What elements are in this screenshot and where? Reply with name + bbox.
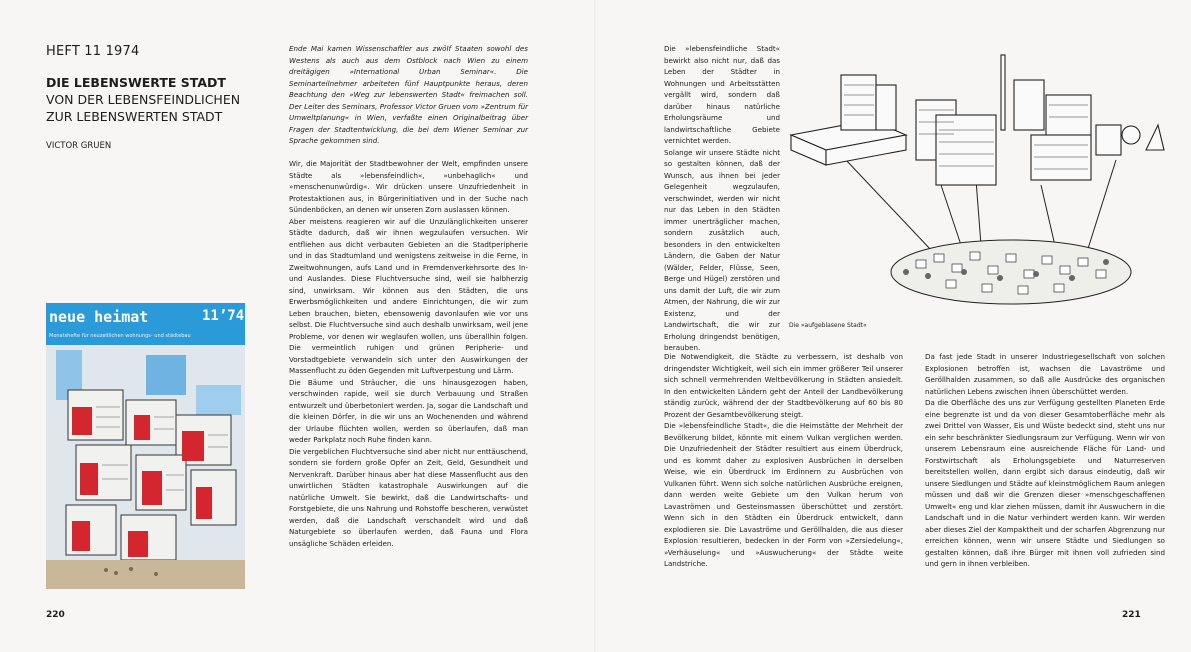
text-column-2 xyxy=(664,43,780,354)
title-line-1: DIE LEBENSWERTE STADT xyxy=(46,75,226,90)
paragraph: Die Notwendigkeit, die Städte zu verbessern, ist deshalb von dringendster Wichtigkeit, weil sich ein immer größerer Teil unserer sich schnell vermehrenden Weltbevölkerung in Städten ansiedelt. In den entwickelten Ländern geht der Anteil der Landbevölkerung ständig zurück, während der der Stadtbevölkerung auf 60 bis 80 Prozent der Gesamtbevölkerung steigt. xyxy=(664,352,903,419)
modular-housing-photo-icon xyxy=(46,345,245,589)
inflated-city-drawing-icon xyxy=(786,40,1166,320)
author-name: VICTOR GRUEN xyxy=(46,141,112,151)
intro-paragraph: Ende Mai kamen Wissenschaftler aus zwölf Staaten sowohl des Westens als auch aus dem Ostblock nach Wien zu einem dreitägigen »International Urban Seminar«. Die Seminarteilnehmer arbeiteten fünf Hauptpunkte heraus, deren Beachtung den »Weg zur lebenswerten Stadt« freimachen soll. Der Leiter des Seminars, Professor Victor Gruen vom »Zentrum für Umweltplanung« in Wien, verfaßte einen Originalbeitrag über Fragen der Stadtentwicklung, die bei dem Wiener Seminar zur Sprache gekommen sind. xyxy=(289,44,528,145)
paragraph: Solange wir unsere Städte nicht so gestalten können, daß der Wunsch, aus ihnen bei jeder Gelegenheit wegzulaufen, verschwindet, werden wir nicht nur das Leben in den Städten immer unerträglicher machen, sondern zusätzlich auch, besonders in den entwickelten Ländern, die Gaben der Natur (Wälder, Felder, Flüsse, Seen, Berge und Hügel) zerstören und uns damit der Luft, die wir zum Atmen, der Nahrung, die wir zur Existenz, und der Landwirtschaft, die wir zur Erholung dringendst benötigen, berauben. xyxy=(664,147,780,352)
paragraph: Die vergeblichen Fluchtversuche sind aber nicht nur enttäuschend, sondern sie fordern große Opfer an Zeit, Geld, Gesundheit und Nervenkraft. Darüber hinaus aber hat diese Massenflucht aus den unwirtlichen Städten katastrophale Auswirkungen auf die natürliche Umwelt. Sie bewirkt, daß die Landwirtschafts- und Forstgebiete, die uns Nahrung und Rohstoffe bescheren, verwüstet werden, daß die Landschaft verschandelt wird und daß Naturgebiete so überlaufen werden, daß Fauna und Flora unsägliche Schäden erleiden. xyxy=(289,446,528,548)
cover-title: neue heimat xyxy=(49,308,149,326)
paragraph: Die Bäume und Sträucher, die uns hinausgezogen haben, verschwinden rapide, weil sie durch Verbauung und Straßen entwurzelt und überbetoniert werden. Ja, sogar die Landschaft und die kleinen Dörfer, in die wir uns an Wochenenden und während der Urlaube flüchten wollen, werden so überlaufen, daß man weder Parkplatz noch Ruhe finden kann. xyxy=(289,377,528,444)
text-column-4 xyxy=(925,351,1165,570)
illustration-caption: Die »aufgeblasene Stadt« xyxy=(789,322,867,329)
paragraph: Wir, die Majorität der Stadtbewohner der Welt, empfinden unsere Städte als »lebensfeindlich«, »unbehaglich« und »menschenunwürdig«. Wir drücken unsere Unzufriedenheit in Protestaktionen aus, in Bürgerinitiativen und in der Suche nach Sündenböcken, an denen wir unseren Zorn auslassen können. xyxy=(289,159,528,214)
paragraph: Da die Oberfläche des uns zur Verfügung gestellten Planeten Erde eine begrenzte ist und da von dieser Gesamtoberfläche mehr als zwei Drittel von Wasser, Eis und Wüste bedeckt sind, steht uns nur ein sehr beschränkter Siedlungsraum zur Verfügung. Wenn wir von unserem Lebensraum eine ausreichende Fläche für Land- und Forstwirtschaft als Erholungsgebiete und Naturreserven bereitstellen wollen, dann ergibt sich daraus eindeutig, daß wir unsere Siedlungen und Städte auf kleinstmöglichem Raum anlegen müssen und daß wir die Grenzen dieser »menschgeschaffenen Umwelt« eng und klar ziehen müssen, damit ihr Auswuchern in die Landschaft und in die Natur verhindert werden kann. Wir werden aber dieses Ziel der Kompaktheit und der scharfen Abgrenzung nur erreichen können, wenn wir unsere Städte und Siedlungen so gestalten können, daß ihre Bürger mit ihnen voll zufrieden sind und gern in ihnen verbleiben. xyxy=(925,398,1165,568)
page-number-right: 221 xyxy=(1122,610,1141,620)
page-gutter xyxy=(594,0,596,652)
paragraph: Die »lebensfeindliche Stadt«, die die Heimstätte der Mehrheit der Bevölkerung bildet, könnte mit einem Vulkan verglichen werden. Die Unzufriedenheit der Städter resultiert aus einem Überdruck, und es kommt daher zu explosiven Ausbrüchen in derselben Weise, wie ein Überdruck im Erdinnern zu Ausbrüchen von Vulkanen führt. Wenn sich solche natürlichen Ausbrüche ereignen, dann werden weite Gebiete um den Vulkan herum von Lavaströmen und Gesteinsmassen überschüttet und zerstört. Wenn sich in den Städten ein Überdruck entwickelt, dann explodieren sie. Die Lavaströme und Geröllhalden, die aus dieser Explosion resultieren, bedecken in der Form von »Zersiedelung«, »Verhäuselung« und »Auswucherung« der Städte weite Landstriche. xyxy=(664,421,903,568)
paragraph: Aber meistens reagieren wir auf die Unzulänglichkeiten unserer Städte dadurch, daß wir ihnen wegzulaufen versuchen. Wir entfliehen aus dicht verbauten Gebieten an die Stadtperipherie und in das Stadtumland und wenigstens zeitweise in die Ferne, in Zweitwohnungen, aufs Land und in Fremdenverkehrsorte des In- und Auslandes. Diese Fluchtversuche sind, weil sie halbherzig sind, unwirksam. Wir können aus den Städten, die uns Erwerbsmöglichkeiten und andere Einrichtungen, die wir zum Leben brauchen, bieten, ebensowenig davonlaufen wie vor uns selbst. Die Fluchtversuche sind auch deshalb unwirksam, weil jene Probleme, vor denen wir weglaufen wollen, uns überallhin folgen. Die vermeintlich ruhigen und grünen Peripherie- und Vorstadtgebiete verwandeln sich unter den Auswirkungen der Massenflucht zu öden Gegenden mit Luftverpestung und Lärm. xyxy=(289,216,528,375)
paragraph: Da fast jede Stadt in unserer Industriegesellschaft von solchen Explosionen betroffen ist, wachsen die Lavaströme und Geröllhalden zusammen, so daß alle Ausdrücke des organischen natürlichen Lebens zwischen ihnen überschüttet werden. xyxy=(925,352,1165,396)
page-number-left: 220 xyxy=(46,610,65,620)
issue-heading: HEFT 11 1974 xyxy=(46,44,140,59)
text-column-1 xyxy=(289,43,528,549)
title-line-3: ZUR LEBENSWERTEN STADT xyxy=(46,109,223,124)
cover-subtitle: Monatshefte für neuzeitlichen wohnungs- und städtebau xyxy=(49,333,191,339)
article-title xyxy=(46,74,276,125)
title-line-2: VON DER LEBENSFEINDLICHEN xyxy=(46,92,241,107)
text-column-3 xyxy=(664,351,903,570)
magazine-cover-image xyxy=(46,303,245,589)
cover-issue: 11’74 xyxy=(202,308,245,324)
paragraph: Die »lebensfeindliche Stadt« bewirkt also nicht nur, daß das Leben der Städter in Wohnungen und Arbeitsstätten vergällt wird, sondern daß darüber hinaus natürliche Erholungsräume und landwirtschaftliche Gebiete vernichtet werden. xyxy=(664,44,780,145)
